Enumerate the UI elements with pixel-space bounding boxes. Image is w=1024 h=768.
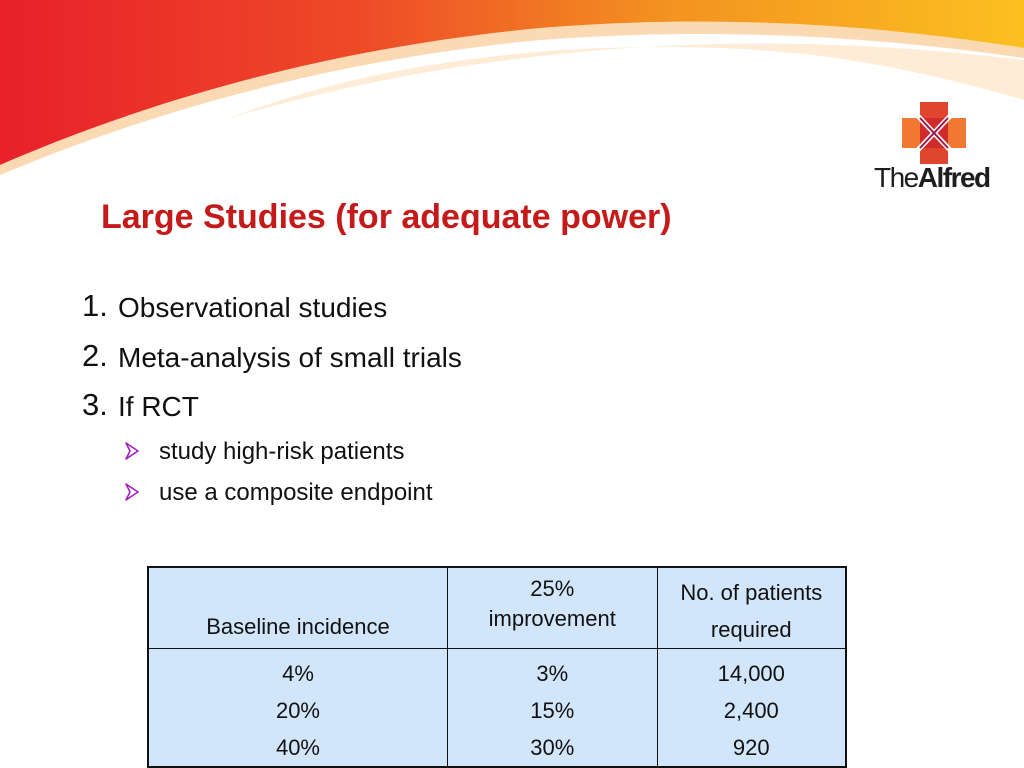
list-text: Observational studies (118, 292, 388, 323)
patients-values-cell (657, 649, 846, 768)
table-cell: 4% (282, 661, 314, 686)
logo-text-alfred: Alfred (917, 162, 990, 193)
header-improvement-line1: 25% (530, 576, 575, 601)
list-text: If RCT (118, 391, 199, 422)
logo-wordmark (874, 162, 998, 194)
header-baseline-incidence: Baseline incidence (148, 567, 447, 649)
table-cell: 15% (530, 698, 575, 723)
header-patients-line2: required (710, 617, 792, 642)
arrow-bullet-icon (124, 483, 140, 501)
table-cell: 30% (530, 735, 575, 760)
sample-size-table (147, 566, 847, 768)
baseline-values-cell (148, 649, 447, 768)
alfred-cross-logo-icon (902, 102, 966, 164)
header-improvement (447, 567, 657, 649)
sub-list-text: study high-risk patients (159, 438, 405, 465)
table-cell: 14,000 (717, 661, 785, 686)
table-cell: 3% (536, 661, 569, 686)
table-cell: 2,400 (723, 698, 779, 723)
list-number: 2. (82, 338, 108, 373)
sub-list-text: use a composite endpoint (159, 479, 433, 506)
list-number: 3. (82, 387, 108, 422)
header-improvement-line2: improvement (488, 606, 616, 631)
header-patients-required (657, 567, 846, 649)
table-data-row (148, 649, 846, 768)
header-patients-line1: No. of patients (680, 580, 823, 605)
list-number: 1. (82, 288, 108, 323)
improvement-values-cell (447, 649, 657, 768)
slide-title: Large Studies (for adequate power) (101, 198, 672, 236)
logo-text-the: The (874, 162, 918, 193)
table-cell: 920 (732, 735, 770, 760)
table-cell: 20% (275, 698, 320, 723)
table-cell: 40% (275, 735, 320, 760)
table-header-row (148, 567, 846, 649)
arrow-bullet-icon (124, 442, 140, 460)
alfred-logo (874, 102, 994, 194)
list-text: Meta-analysis of small trials (118, 342, 462, 373)
header-banner (0, 0, 1024, 210)
